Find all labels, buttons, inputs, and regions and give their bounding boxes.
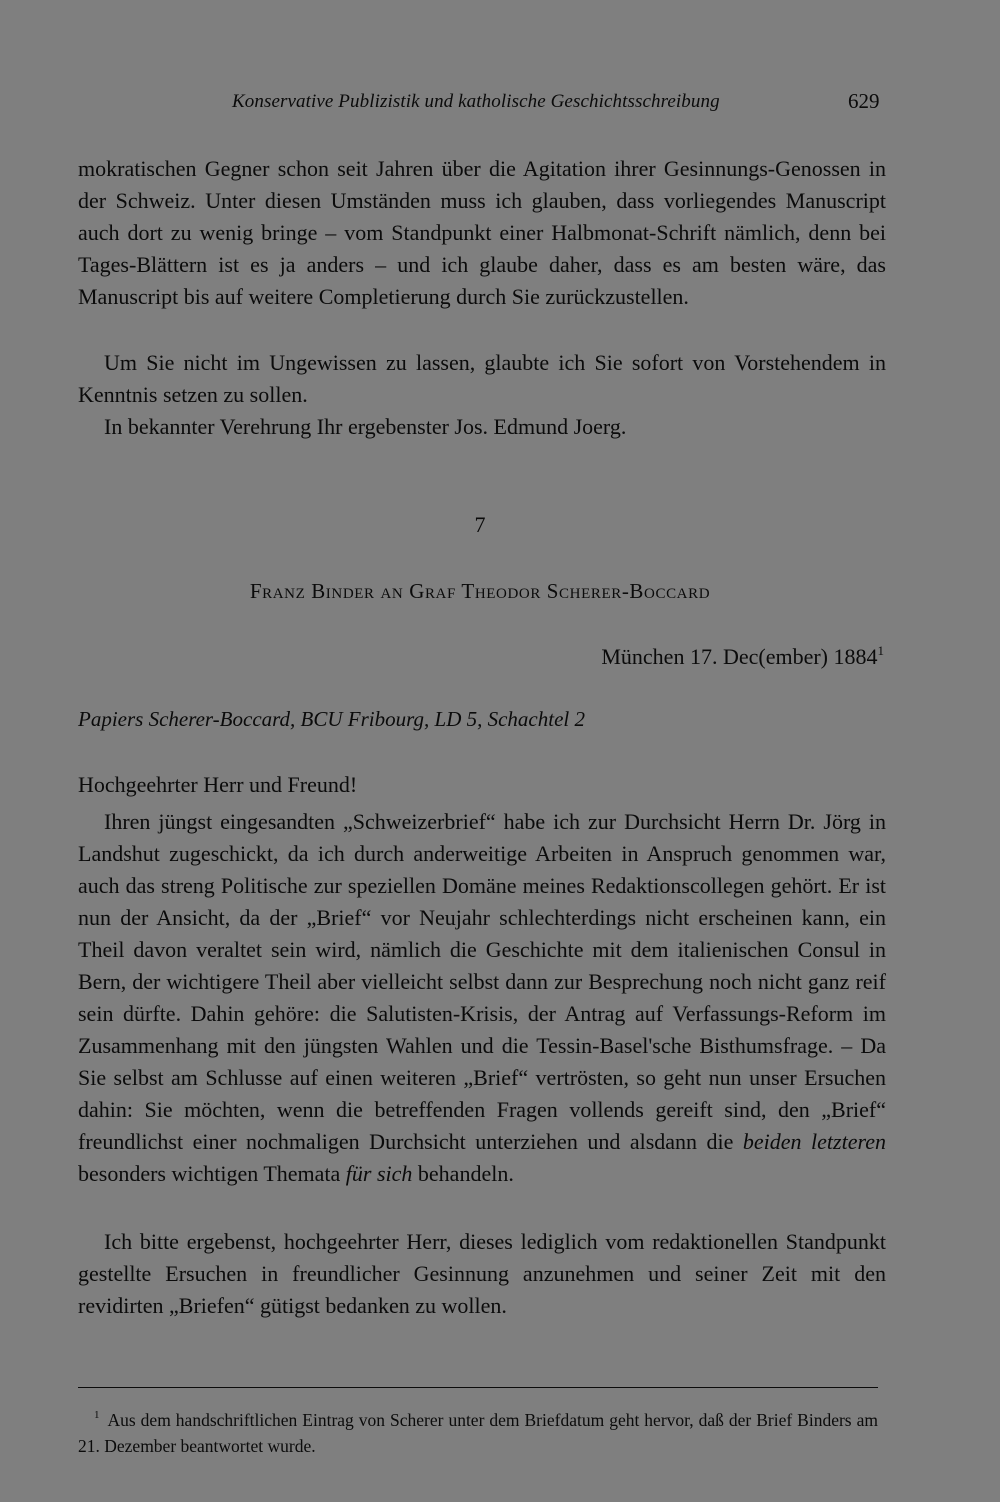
footnote-marker: 1 xyxy=(94,1409,100,1421)
paragraph-main-end: behandeln. xyxy=(412,1161,514,1186)
page-number: 629 xyxy=(848,89,880,113)
footnote-reference: 1 xyxy=(877,643,884,658)
salutation: Hochgeehrter Herr und Freund! xyxy=(78,772,358,797)
archive-source: Papiers Scherer-Boccard, BCU Fribourg, LD 5, Schachtel 2 xyxy=(78,707,585,731)
paragraph-main-start: Ihren jüngst eingesandten „Schweizerbrief“ habe ich zur Durchsicht Herrn Dr. Jörg in Landshut zugeschickt, da ich durch anderweitige Arbeiten in Anspruch genommen war, auch das streng Politische zur speziellen Domäne meines Redaktionscollegen gehört. Er ist nun der Ansicht, da der „Brief“ vor Neujahr schlechterdings nicht erscheinen kann, ein Theil davon veraltet sein wird, nämlich die Geschichte mit dem italienischen Consul in Bern, der wichtigere Theil aber vielleicht selbst dann zur Besprechung noch nicht ganz reif sein dürfte. Dahin gehöre: die Salutisten-Krisis, der Antrag auf Verfassungs-Reform im Zusammenhang mit den jüngsten Wahlen und die Tessin-Basel'sche Bisthumsfrage. – Da Sie selbst am Schlusse auf einen weiteren „Brief“ vertrösten, so geht nun unser Ersuchen dahin: Sie möchten, wenn die betreffenden Fragen vollends gereift sind, den „Brief“ freundlichst einer nochmaligen Durchsicht unterziehen und alsdann die xyxy=(78,809,886,1154)
emphasis-beiden-letzteren: beiden letzteren xyxy=(742,1129,886,1154)
paragraph-notice: Um Sie nicht im Ungewissen zu lassen, glaubte ich Sie sofort von Vorstehendem in Kenntnis setzen zu sollen. xyxy=(78,350,886,407)
paragraph-continuation: mokratischen Gegner schon seit Jahren über die Agitation ihrer Gesinnungs-Genossen in der Schweiz. Unter diesen Umständen muss ich glauben, dass vorliegendes Manuscript auch dort zu wenig bringe – vom Standpunkt einer Halbmonat-Schrift nämlich, denn bei Tages-Blättern ist es ja anders – und ich glaube daher, dass es am besten wäre, das Manuscript bis auf weitere Completierung durch Sie zurückzustellen. xyxy=(78,156,886,309)
letter-number: 7 xyxy=(474,512,486,537)
letter-date xyxy=(601,643,884,670)
emphasis-fuer-sich: für sich xyxy=(345,1161,413,1186)
paragraph-main-mid: besonders wichtigen Themata xyxy=(78,1161,346,1186)
running-header-title: Konservative Publizistik und katholische Geschichtsschreibung xyxy=(232,91,720,112)
paragraph-main xyxy=(78,806,886,1190)
footnote-text: Aus dem handschriftlichen Eintrag von Scherer unter dem Briefdatum geht hervor, daß der Brief Binders am 21. Dezember beantwortet wurde. xyxy=(78,1410,878,1456)
paragraph-signature: In bekannter Verehrung Ihr ergebenster Jos. Edmund Joerg. xyxy=(104,414,627,439)
paragraph-closing: Ich bitte ergebenst, hochgeehrter Herr, dieses lediglich vom redaktionellen Standpunkt gestellte Ersuchen in freundlicher Gesinnung anzunehmen und seiner Zeit mit den revidirten „Briefen“ gütigst bedanken zu wollen. xyxy=(78,1229,886,1318)
letter-date-text: München 17. Dec(ember) 1884 xyxy=(601,644,878,669)
footnote xyxy=(78,1402,878,1459)
letter-heading: Franz Binder an Graf Theodor Scherer-Boccard xyxy=(249,579,711,603)
footnote-divider xyxy=(78,1387,878,1388)
